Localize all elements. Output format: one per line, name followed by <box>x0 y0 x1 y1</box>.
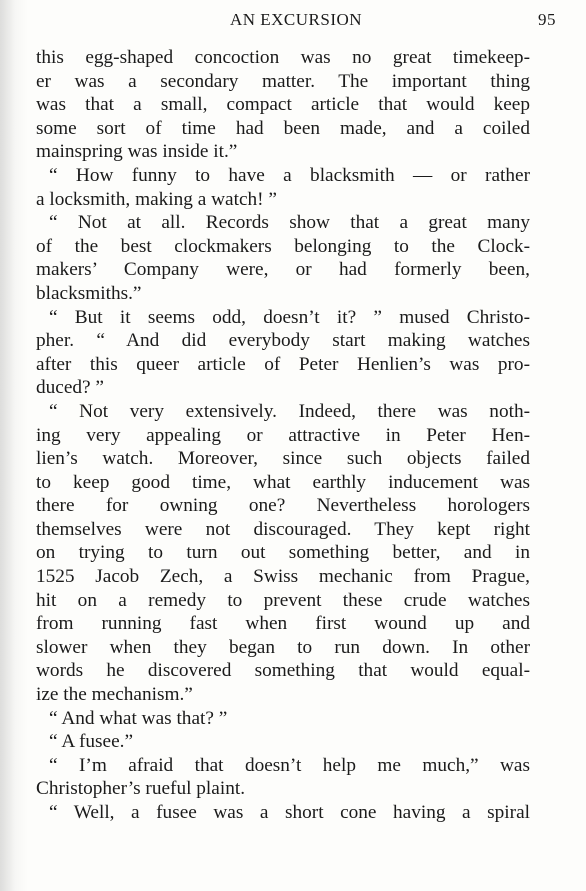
text-line: there for owning one? Nevertheless horologers <box>36 495 530 517</box>
text-line: duced? ” <box>36 377 104 399</box>
text-line: ing very appealing or attractive in Peter Hen- <box>36 424 530 446</box>
text-line: “ I’m afraid that doesn’t help me much,” was <box>49 754 530 776</box>
page-number: 95 <box>538 10 556 29</box>
running-head <box>36 10 556 36</box>
text-line: lien’s watch. Moreover, since such objects failed <box>36 448 530 470</box>
text-line: themselves were not discouraged. They kept right <box>36 518 530 540</box>
text-line: mainspring was inside it.” <box>36 141 238 163</box>
text-line: on trying to turn out something better, and in <box>36 542 530 564</box>
text-line: 1525 Jacob Zech, a Swiss mechanic from Prague, <box>36 566 530 588</box>
text-line: makers’ Company were, or had formerly been, <box>36 259 530 281</box>
text-line: pher. “ And did everybody start making watches <box>36 330 530 352</box>
text-line: a locksmith, making a watch! ” <box>36 188 277 210</box>
text-line: slower when they began to run down. In other <box>36 636 530 658</box>
text-line: some sort of time had been made, and a coiled <box>36 117 530 139</box>
body-text <box>36 46 530 825</box>
text-line: “ How funny to have a blacksmith — or rather <box>49 164 530 186</box>
text-line: “ But it seems odd, doesn’t it? ” mused Christo- <box>49 306 530 328</box>
text-line: hit on a remedy to prevent these crude watches <box>36 589 530 611</box>
text-line: blacksmiths.” <box>36 282 142 304</box>
text-line: words he discovered something that would equal- <box>36 660 530 682</box>
text-line: from running fast when first wound up and <box>36 613 530 635</box>
text-line: of the best clockmakers belonging to the Clock- <box>36 235 530 257</box>
text-line: “ And what was that? ” <box>49 707 228 729</box>
text-line: Christopher’s rueful plaint. <box>36 778 246 800</box>
text-line: “ A fusee.” <box>49 731 134 753</box>
running-head-title: AN EXCURSION <box>229 10 363 29</box>
text-line: “ Not at all. Records show that a great many <box>49 212 530 234</box>
page-gutter-shadow <box>0 0 28 891</box>
text-line: was that a small, compact article that would keep <box>36 94 530 116</box>
text-line: this egg-shaped concoction was no great timekeep- <box>36 47 530 68</box>
text-line: “ Not very extensively. Indeed, there was noth- <box>49 400 530 422</box>
text-line: er was a secondary matter. The important thing <box>36 70 530 92</box>
text-line: to keep good time, what earthly inducement was <box>36 471 530 493</box>
text-line: “ Well, a fusee was a short cone having a spiral <box>49 802 530 823</box>
text-line: ize the mechanism.” <box>36 684 193 706</box>
text-line: after this queer article of Peter Henlien’s was pro- <box>36 353 530 375</box>
